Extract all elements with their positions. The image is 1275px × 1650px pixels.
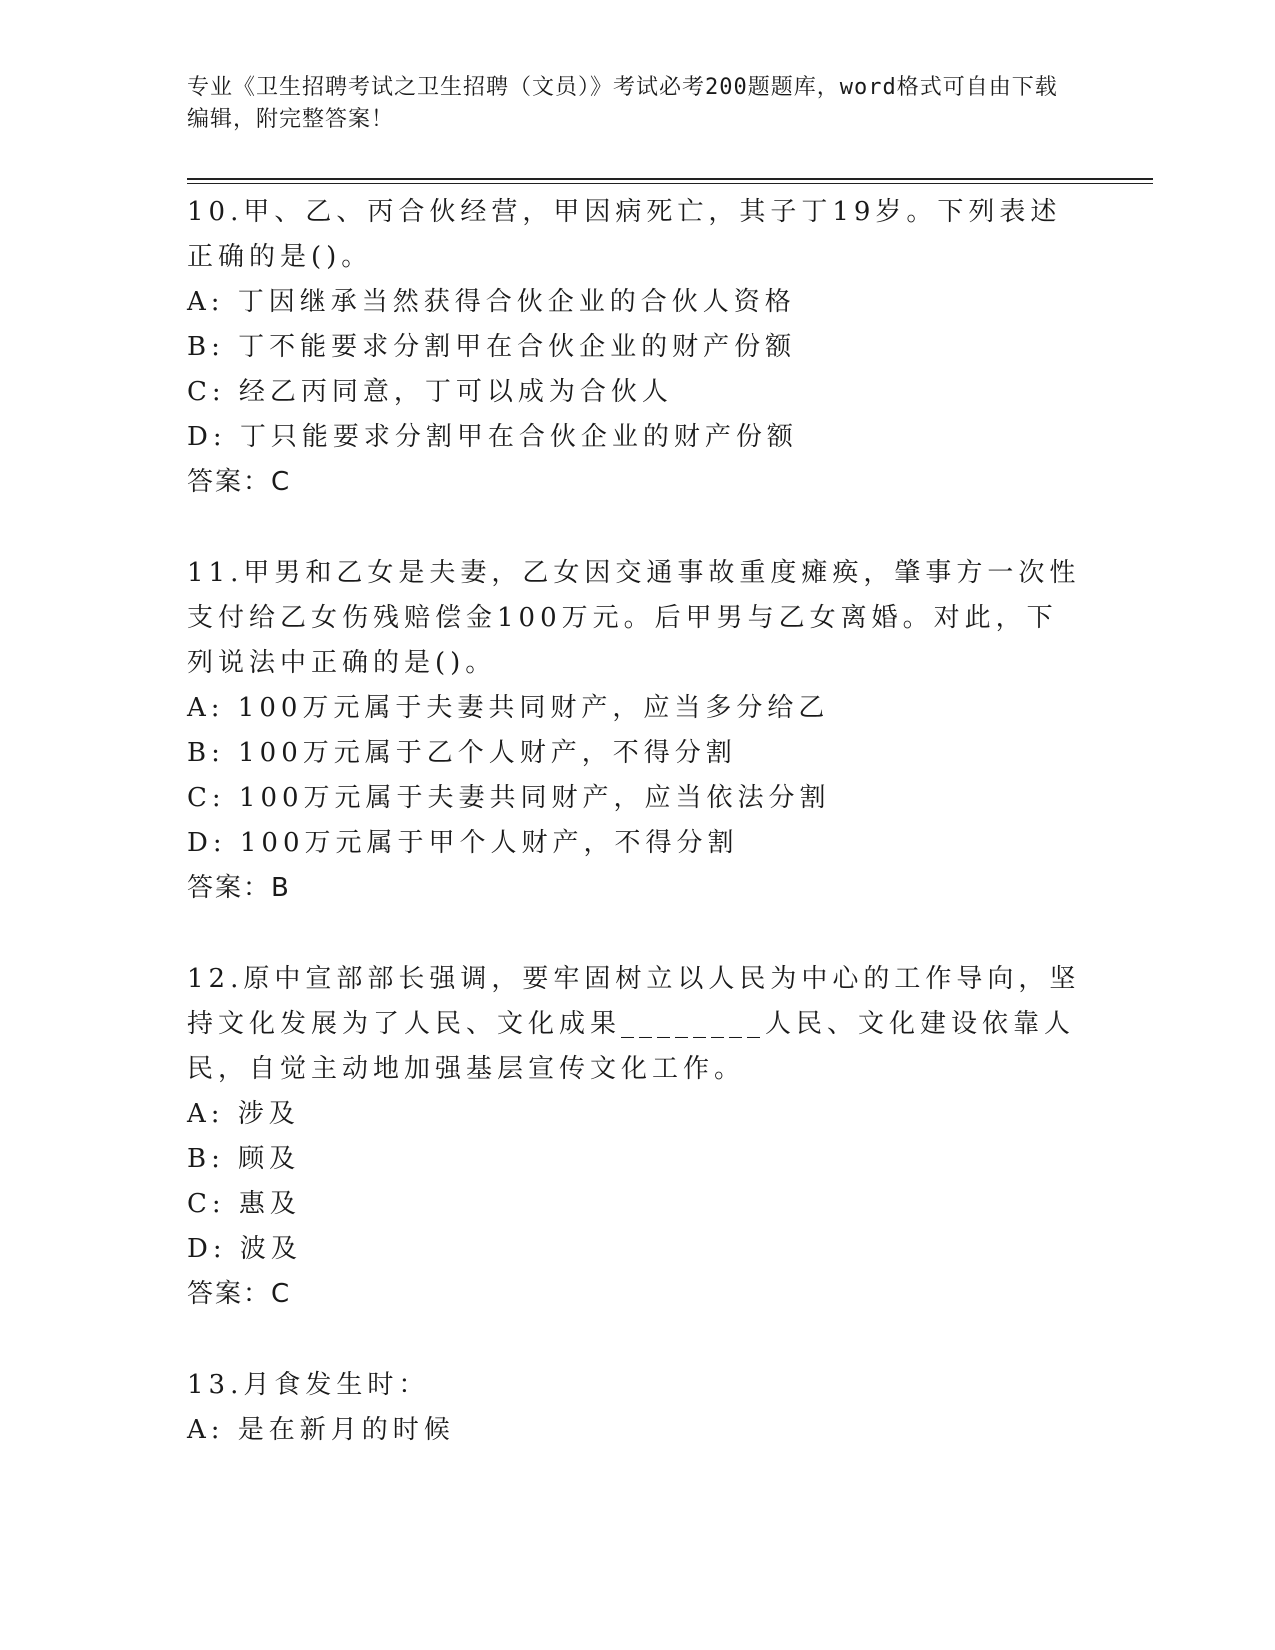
question-13 (187, 1363, 1087, 1453)
option-c: C: 经乙丙同意，丁可以成为合伙人 (187, 377, 673, 407)
answer: 答案：C (187, 1279, 292, 1309)
question-text: 12.原中宣部部长强调，要牢固树立以人民为中心的工作导向，坚持文化发展为了人民、文化成果________人民、文化建设依靠人民，自觉主动地加强基层宣传文化工作。 (187, 964, 1081, 1084)
option-a: A: 是在新月的时候 (187, 1415, 455, 1445)
question-10 (187, 190, 1087, 505)
header-divider-thin (187, 183, 1153, 184)
option-d: D: 100万元属于甲个人财产，不得分割 (187, 828, 739, 858)
option-a: A: 100万元属于夫妻共同财产，应当多分给乙 (187, 693, 830, 723)
question-12 (187, 957, 1087, 1317)
option-b: B: 顾及 (187, 1144, 301, 1174)
answer: 答案：C (187, 467, 292, 497)
question-text: 10.甲、乙、丙合伙经营，甲因病死亡，其子丁19岁。下列表述正确的是()。 (187, 197, 1062, 272)
question-11 (187, 551, 1087, 911)
header-divider (187, 178, 1153, 180)
option-c: C: 惠及 (187, 1189, 301, 1219)
document-header: 专业《卫生招聘考试之卫生招聘（文员）》考试必考200题题库，word格式可自由下载编辑，附完整答案！ (187, 75, 1058, 132)
option-d: D: 波及 (187, 1234, 302, 1264)
option-a: A: 丁因继承当然获得合伙企业的合伙人资格 (187, 287, 796, 317)
option-a: A: 涉及 (187, 1099, 300, 1129)
question-list (187, 190, 1087, 1499)
question-text: 13.月食发生时： (187, 1370, 430, 1400)
option-c: C: 100万元属于夫妻共同财产，应当依法分割 (187, 783, 831, 813)
question-text: 11.甲男和乙女是夫妻，乙女因交通事故重度瘫痪，肇事方一次性支付给乙女伤残赔偿金100万元。后甲男与乙女离婚。对此，下列说法中正确的是()。 (187, 558, 1081, 678)
option-b: B: 丁不能要求分割甲在合伙企业的财产份额 (187, 332, 797, 362)
option-d: D: 丁只能要求分割甲在合伙企业的财产份额 (187, 422, 798, 452)
answer: 答案：B (187, 873, 291, 903)
option-b: B: 100万元属于乙个人财产，不得分割 (187, 738, 737, 768)
